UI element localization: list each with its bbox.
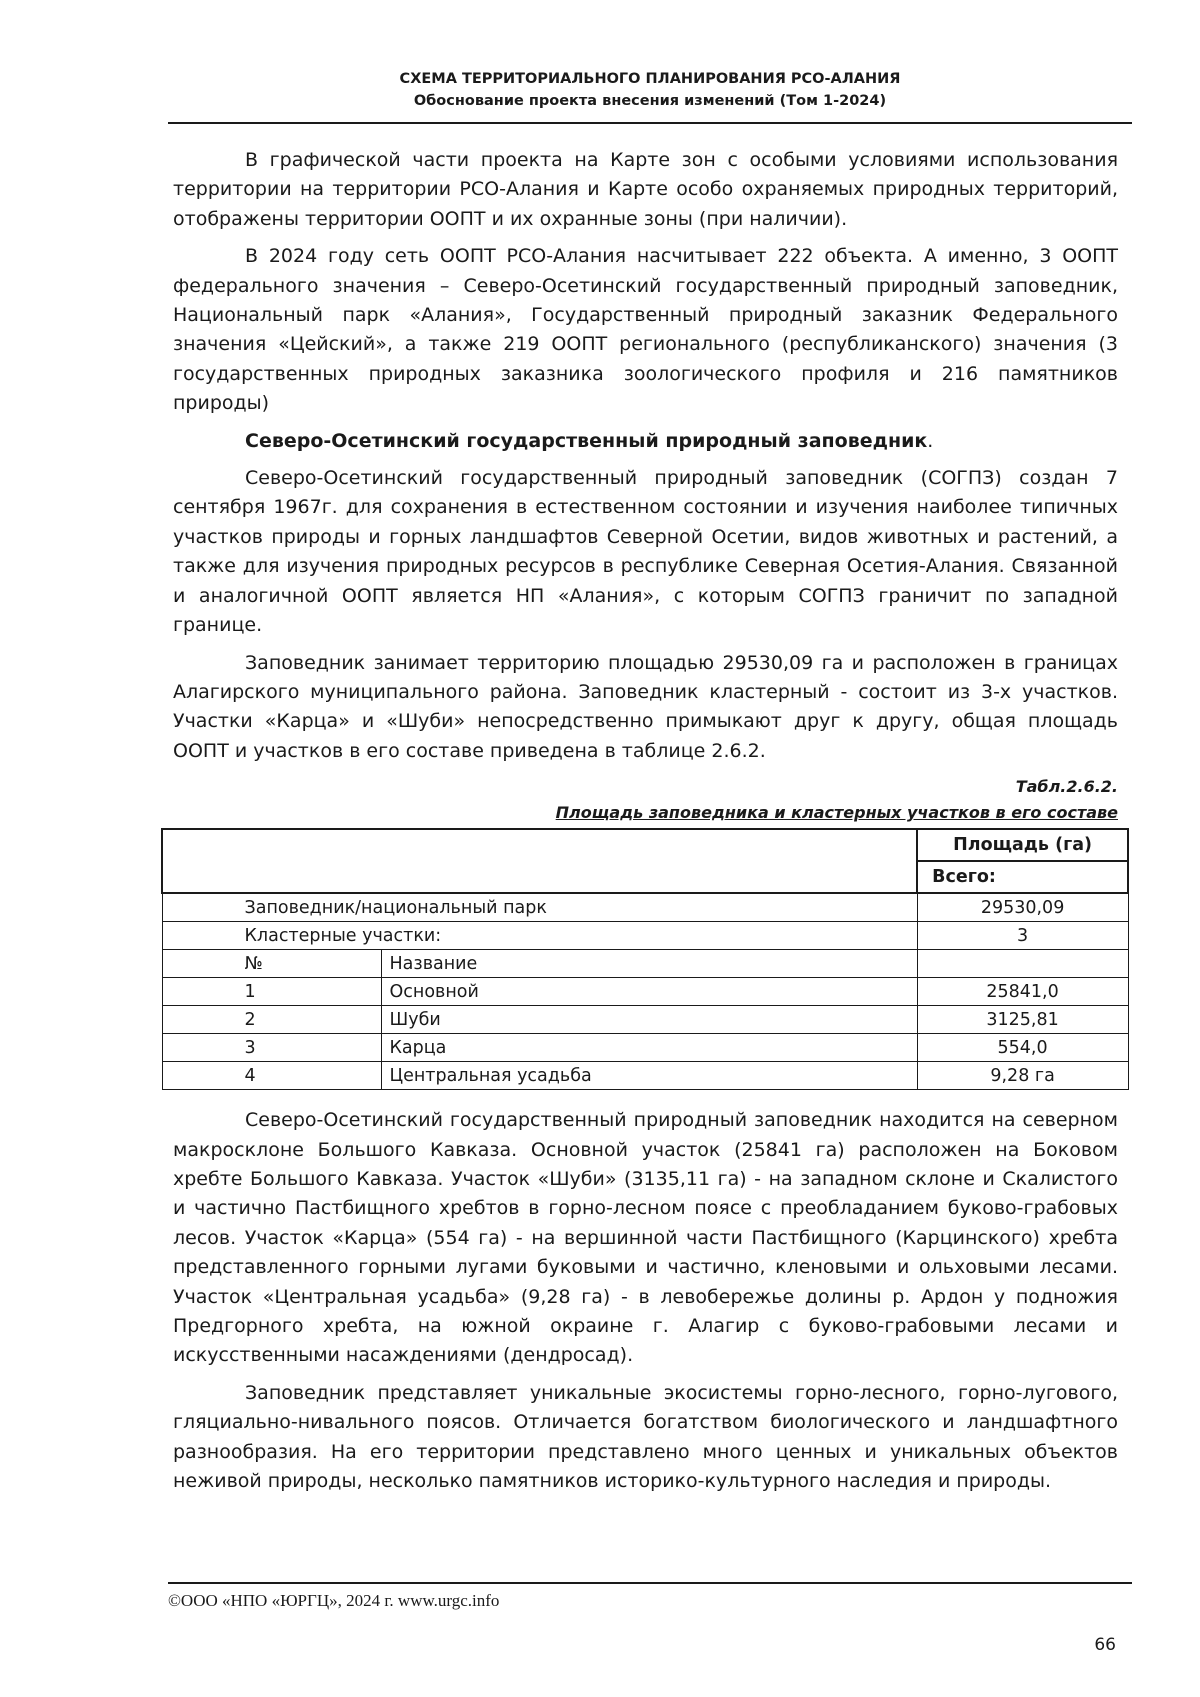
table-cell-value: 25841,0 — [917, 978, 1128, 1006]
footer-copyright: ©ООО «НПО «ЮРГЦ», 2024 г. www.urgc.info — [168, 1591, 500, 1610]
table-cell-no: 2 — [162, 1006, 381, 1034]
page-body — [173, 146, 1118, 1504]
table-cell-no: № — [162, 950, 381, 978]
table-cell-value: 29530,09 — [917, 893, 1128, 922]
table-caption — [173, 774, 1118, 826]
table-cell-no: 1 — [162, 978, 381, 1006]
page-header — [168, 68, 1132, 124]
page-number: 66 — [1094, 1635, 1116, 1655]
table-header-area: Площадь (га) — [917, 829, 1128, 861]
section-heading-text: Северо-Осетинский государственный природный заповедник — [245, 429, 928, 452]
header-title: СХЕМА ТЕРРИТОРИАЛЬНОГО ПЛАНИРОВАНИЯ РСО-АЛАНИЯ — [399, 71, 901, 87]
table-cell-name: Название — [381, 950, 917, 978]
after-table — [173, 1106, 1118, 1496]
paragraph-history: Северо-Осетинский государственный природный заповедник (СОГПЗ) создан 7 сентября 1967г. для сохранения в естественном состоянии и изучения наиболее типичных участков природы и горных ландшафтов Северной Осетии, видов животных и растений, а также для изучения природных ресурсов в республике Северная Осетия-Алания. Связанной и аналогичной ООПТ является НП «Алания», с которым СОГПЗ граничит по западной границе. — [173, 467, 1118, 637]
table-header-row — [162, 829, 1128, 861]
table-cell-label: Заповедник/национальный парк — [162, 893, 917, 922]
table-cell-label: Кластерные участки: — [162, 922, 917, 950]
table-row — [162, 1062, 1128, 1090]
table-cell-name: Карца — [381, 1034, 917, 1062]
table-cell-name: Основной — [381, 978, 917, 1006]
table-header-total: Всего: — [917, 861, 1128, 893]
paragraph-network: В 2024 году сеть ООПТ РСО-Алания насчитывает 222 объекта. А именно, 3 ООПТ федерального значения – Северо-Осетинский государственный природный заповедник, Национальный парк «Алания», Государственный природный заказник Федерального значения «Цейский», а также 219 ООПТ регионального (республиканского) значения (3 государственных природных заказника зоологического профиля и 216 памятников природы) — [173, 245, 1118, 415]
table-cell-no: 3 — [162, 1034, 381, 1062]
header-subtitle: Обоснование проекта внесения изменений (Том 1-2024) — [413, 93, 887, 109]
paragraph-ecosystems: Заповедник представляет уникальные экосистемы горно-лесного, горно-лугового, гляциально-нивального поясов. Отличается богатством биологического и ландшафтного разнообразия. На его территории представлено много ценных и уникальных объектов неживой природы, несколько памятников историко-культурного наследия и природы. — [173, 1381, 1118, 1492]
table-cell-name: Шуби — [381, 1006, 917, 1034]
table-header-empty — [162, 829, 917, 893]
table-row — [162, 1034, 1128, 1062]
section-heading — [173, 427, 1118, 456]
table-cell-value: 554,0 — [917, 1034, 1128, 1062]
table-row — [162, 950, 1128, 978]
table-caption-title: Площадь заповедника и кластерных участков в его составе — [555, 803, 1118, 823]
table-cell-value: 3125,81 — [917, 1006, 1128, 1034]
table-cell-name: Центральная усадьба — [381, 1062, 917, 1090]
table-cell-value: 9,28 га — [917, 1062, 1128, 1090]
table-row — [162, 922, 1128, 950]
table-row — [162, 893, 1128, 922]
table-cell-value: 3 — [917, 922, 1128, 950]
table-cell-value — [917, 950, 1128, 978]
page-footer — [168, 1582, 1132, 1612]
paragraph-location: Северо-Осетинский государственный природный заповедник находится на северном макросклоне Большого Кавказа. Основной участок (25841 га) расположен на Боковом хребте Большого Кавказа. Участок «Шуби» (3135,11 га) - на западном склоне и Скалистого и частично Пастбищного хребтов в горно-лесном поясе с преобладанием буково-грабовых лесов. Участок «Карца» (554 га) - на вершинной части Пастбищного (Карцинского) хребта представленного горными лугами буковыми и частично, кленовыми и ольховыми лесами. Участок «Центральная усадьба» (9,28 га) - в левобережье долины р. Ардон у подножия Предгорного хребта, на южной окраине г. Алагир с буково-грабовыми лесами и искусственными насаждениями (дендросад). — [173, 1109, 1118, 1367]
table-cell-no: 4 — [162, 1062, 381, 1090]
paragraph-maps: В графической части проекта на Карте зон с особыми условиями использования территории на территории РСО-Алания и Карте особо охраняемых природных территорий, отображены территории ООПТ и их охранные зоны (при наличии). — [173, 149, 1118, 230]
paragraph-area: Заповедник занимает территорию площадью 29530,09 га и расположен в границах Алагирского муниципального района. Заповедник кластерный - состоит из 3-х участков. Участки «Карца» и «Шуби» непосредственно примыкают друг к другу, общая площадь ООПТ и участков в его составе приведена в таблице 2.6.2. — [173, 651, 1118, 762]
table-row — [162, 978, 1128, 1006]
table-row — [162, 1006, 1128, 1034]
table-caption-number: Табл.2.6.2. — [1015, 777, 1118, 797]
area-table — [161, 828, 1129, 1090]
section-heading-dot: . — [927, 429, 934, 452]
